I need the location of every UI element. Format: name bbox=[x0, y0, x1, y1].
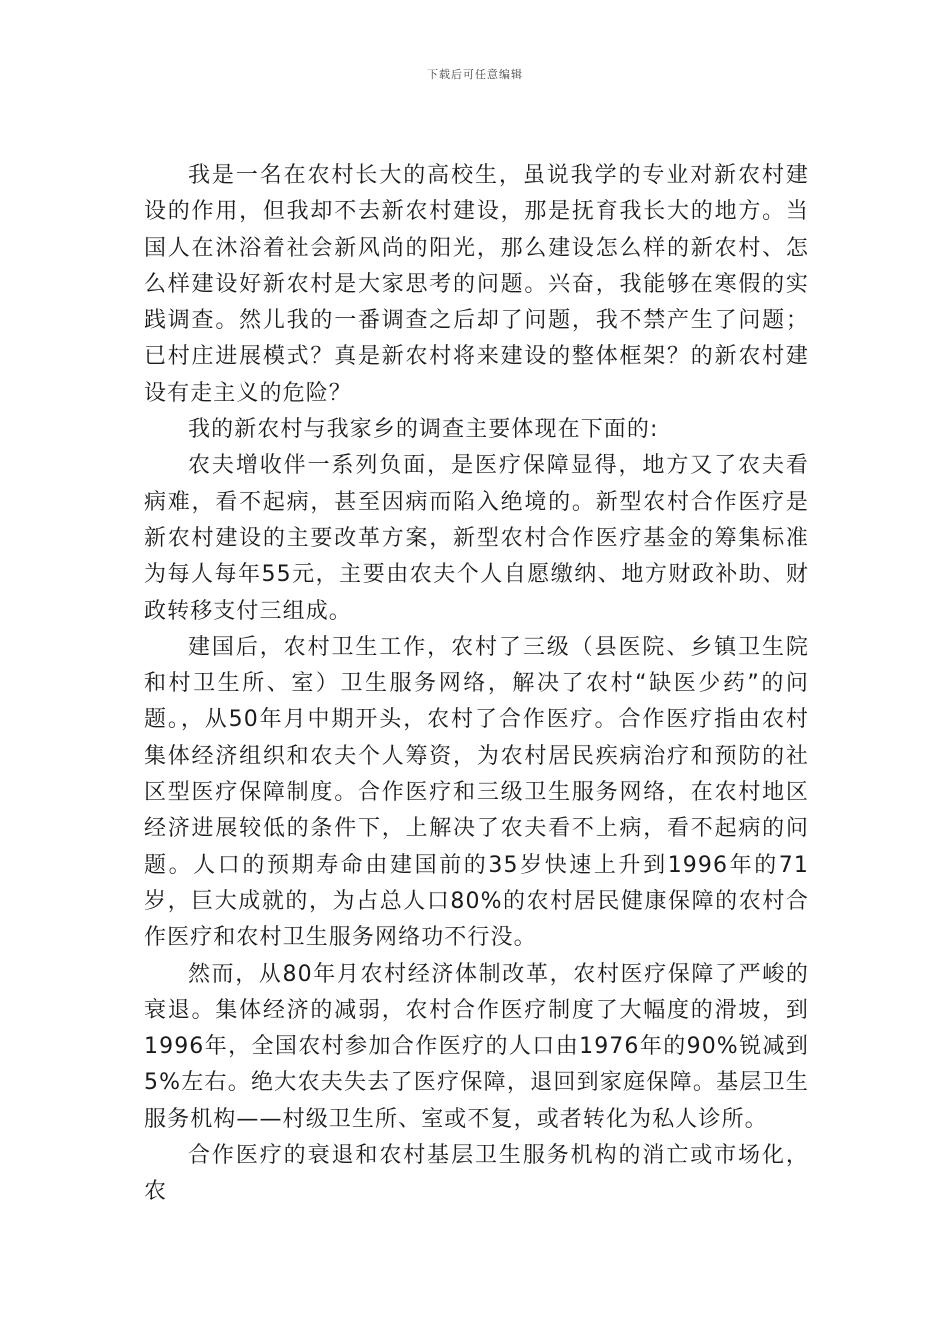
paragraph-4: 建国后，农村卫生工作，农村了三级（县医院、乡镇卫生院和村卫生所、室）卫生服务网络，解决了农村“缺医少药”的问题。，从50年月中期开头，农村了合作医疗。合作医疗指由农村集体经济组织和农夫个人筹资，为农村居民疾病治疗和预防的社区型医疗保障制度。合作医疗和三级卫生服务网络，在农村地区经济进展较低的条件下，上解决了农夫看不上病，看不起病的问题。人口的预期寿命由建国前的35岁快速上升到1996年的71岁，巨大成就的，为占总人口80%的农村居民健康保障的农村合作医疗和农村卫生服务网络功不行没。 bbox=[144, 634, 809, 951]
header-note: 下载后可任意编辑 bbox=[427, 68, 523, 81]
paragraph-3: 农夫增收伴一系列负面，是医疗保障显得，地方又了农夫看病难，看不起病，甚至因病而陷入绝境的。新型农村合作医疗是新农村建设的主要改革方案，新型农村合作医疗基金的筹集标准为每人每年55元，主要由农夫个人自愿缴纳、地方财政补助、财政转移支付三组成。 bbox=[144, 453, 809, 624]
document-body bbox=[144, 158, 809, 1211]
paragraph-5: 然而，从80年月农村经济体制改革，农村医疗保障了严峻的衰退。集体经济的减弱，农村合作医疗制度了大幅度的滑坡，到1996年，全国农村参加合作医疗的人口由1976年的90%锐减到5%左右。绝大农夫失去了医疗保障，退回到家庭保障。基层卫生服务机构——村级卫生所、室或不复，或者转化为私人诊所。 bbox=[144, 961, 809, 1132]
paragraph-6: 合作医疗的衰退和农村基层卫生服务机构的消亡或市场化，农 bbox=[144, 1143, 809, 1205]
paragraph-1: 我是一名在农村长大的高校生，虽说我学的专业对新农村建设的作用，但我却不去新农村建设，那是抚育我长大的地方。当国人在沐浴着社会新风尚的阳光，那么建设怎么样的新农村、怎么样建设好新农村是大家思考的问题。兴奋，我能够在寒假的实践调查。然儿我的一番调查之后却了问题，我不禁产生了问题；已村庄进展模式？真是新农村将来建设的整体框架？的新农村建设有走主义的危险？ bbox=[144, 163, 809, 406]
paragraph-2: 我的新农村与我家乡的调查主要体现在下面的: bbox=[188, 417, 659, 443]
